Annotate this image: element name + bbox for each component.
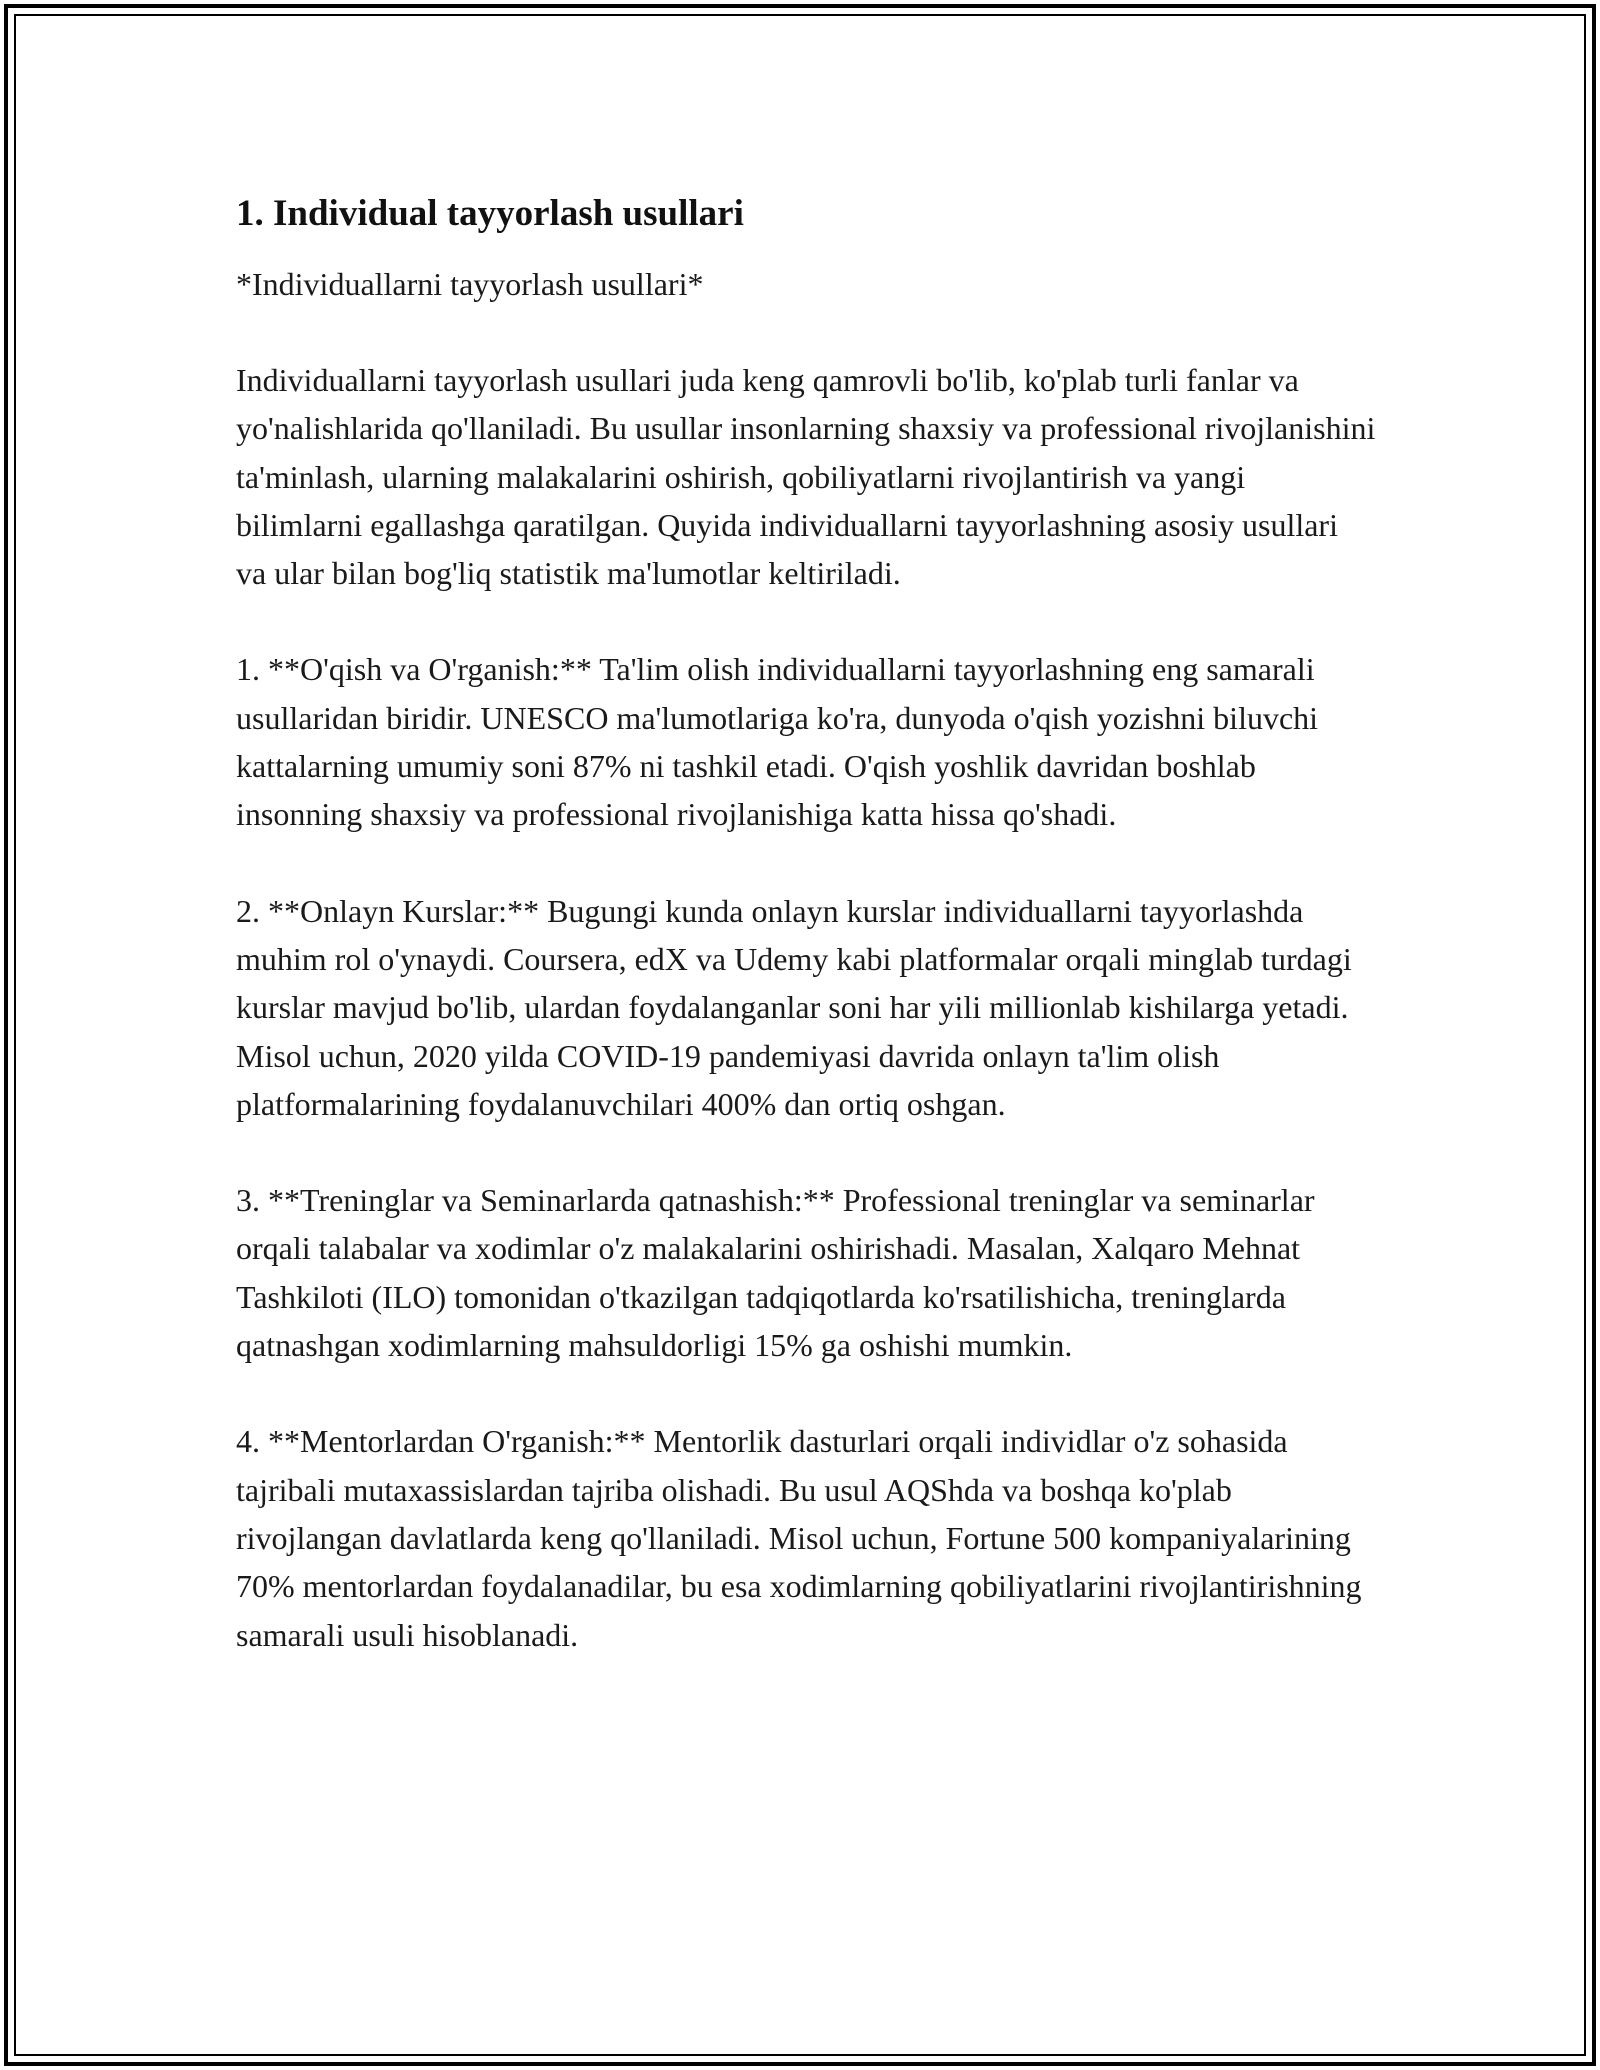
paragraph-trainings-seminars: 3. **Treninglar va Seminarlarda qatnashish:** Professional treninglar va seminarlar orqali talabalar va xodimlar o'z malakalarini oshirishadi. Masalan, Xalqaro Mehnat Tashkiloti (ILO) tomonidan o'tkazilgan tadqiqotlarda ko'rsatilishicha, treninglarda qatnashgan xodimlarning mahsuldorligi 15% ga oshishi mumkin. [236,1182,1315,1364]
document-subtitle: *Individuallarni tayyorlash usullari* [236,266,704,302]
document-body [236,186,1376,1659]
document-title: 1. Individual tayyorlash usullari [236,193,744,234]
paragraph-online-courses: 2. **Onlayn Kurslar:** Bugungi kunda onlayn kurslar individuallarni tayyorlashda muhim rol o'ynaydi. Coursera, edX va Udemy kabi platformalar orqali minglab turdagi kurslar mavjud bo'lib, ulardan foydalanganlar soni har yili millionlab kishilarga yetadi. Misol uchun, 2020 yilda COVID-19 pandemiyasi davrida onlayn ta'lim olish platformalarining foydalanuvchilari 400% dan ortiq oshgan. [236,892,1352,1122]
paragraph-mentors: 4. **Mentorlardan O'rganish:** Mentorlik dasturlari orqali individlar o'z sohasida tajribali mutaxassislardan tajriba olishadi. Bu usul AQShda va boshqa ko'plab rivojlangan davlatlarda keng qo'llaniladi. Misol uchun, Fortune 500 kompaniyalarining 70% mentorlardan foydalanadilar, bu esa xodimlarning qobiliyatlarini rivojlantirishning samarali usuli hisoblanadi. [236,1423,1362,1653]
intro-paragraph: Individuallarni tayyorlash usullari juda keng qamrovli bo'lib, ko'plab turli fanlar va yo'nalishlarida qo'llaniladi. Bu usullar insonlarning shaxsiy va professional rivojlanishini ta'minlash, ularning malakalarini oshirish, qobiliyatlarni rivojlantirish va yangi bilimlarni egallashga qaratilgan. Quyida individuallarni tayyorlashning asosiy usullari va ular bilan bog'liq statistik ma'lumotlar keltiriladi. [236,362,1376,592]
paragraph-reading-learning: 1. **O'qish va O'rganish:** Ta'lim olish individuallarni tayyorlashning eng samarali usullaridan biridir. UNESCO ma'lumotlariga ko'ra, dunyoda o'qish yozishni biluvchi kattalarning umumiy soni 87% ni tashkil etadi. O'qish yoshlik davridan boshlab insonning shaxsiy va professional rivojlanishiga katta hissa qo'shadi. [236,651,1319,833]
